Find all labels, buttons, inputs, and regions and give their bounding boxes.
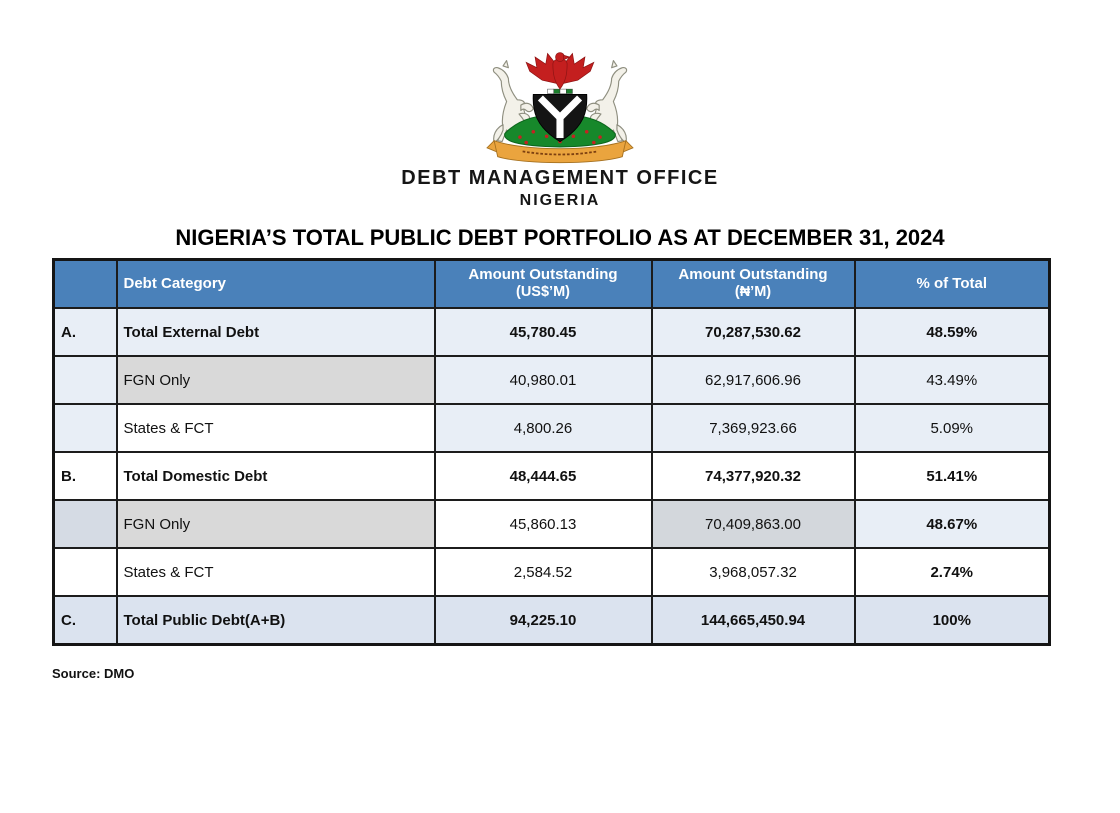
cell-pct: 2.74% (855, 548, 1050, 596)
cell-ngn: 70,409,863.00 (652, 500, 855, 548)
header-empty (54, 260, 117, 309)
cell-letter (54, 404, 117, 452)
cell-usd: 48,444.65 (435, 452, 652, 500)
cell-letter (54, 548, 117, 596)
cell-letter: B. (54, 452, 117, 500)
cell-ngn: 144,665,450.94 (652, 596, 855, 645)
debt-portfolio-table (52, 258, 1051, 646)
cell-category: FGN Only (117, 356, 435, 404)
table-header-row (54, 260, 1050, 309)
row-total-external-debt (54, 308, 1050, 356)
red-eagle (526, 53, 594, 89)
cell-category: Total Public Debt(A+B) (117, 596, 435, 645)
header-amount-ngn: Amount Outstanding (₦’M) (652, 260, 855, 309)
cell-letter (54, 500, 117, 548)
row-total-public-debt (54, 596, 1050, 645)
cell-ngn: 74,377,920.32 (652, 452, 855, 500)
cell-pct: 48.59% (855, 308, 1050, 356)
cell-category: Total Domestic Debt (117, 452, 435, 500)
source-note: Source: DMO (52, 666, 135, 681)
cell-usd: 4,800.26 (435, 404, 652, 452)
cell-ngn: 3,968,057.32 (652, 548, 855, 596)
letterhead (0, 48, 1120, 210)
cell-pct: 43.49% (855, 356, 1050, 404)
cell-category: States & FCT (117, 548, 435, 596)
page-title: NIGERIA’S TOTAL PUBLIC DEBT PORTFOLIO AS AT DECEMBER 31, 2024 (175, 225, 945, 250)
cell-category: States & FCT (117, 404, 435, 452)
cell-category: FGN Only (117, 500, 435, 548)
row-states-fct-external (54, 404, 1050, 452)
row-fgn-only-domestic (54, 500, 1050, 548)
torse (548, 89, 573, 93)
nigeria-coat-of-arms-icon (471, 48, 649, 164)
cell-ngn: 62,917,606.96 (652, 356, 855, 404)
row-fgn-only-external (54, 356, 1050, 404)
cell-usd: 94,225.10 (435, 596, 652, 645)
row-total-domestic-debt (54, 452, 1050, 500)
cell-usd: 40,980.01 (435, 356, 652, 404)
header-debt-category: Debt Category (117, 260, 435, 309)
org-name: DEBT MANAGEMENT OFFICE (401, 167, 719, 189)
cell-letter: A. (54, 308, 117, 356)
cell-letter: C. (54, 596, 117, 645)
header-amount-usd: Amount Outstanding (US$’M) (435, 260, 652, 309)
cell-usd: 2,584.52 (435, 548, 652, 596)
cell-usd: 45,860.13 (435, 500, 652, 548)
cell-pct: 51.41% (855, 452, 1050, 500)
cell-category: Total External Debt (117, 308, 435, 356)
cell-ngn: 70,287,530.62 (652, 308, 855, 356)
cell-usd: 45,780.45 (435, 308, 652, 356)
row-states-fct-domestic (54, 548, 1050, 596)
cell-letter (54, 356, 117, 404)
org-country: NIGERIA (519, 192, 601, 209)
cell-ngn: 7,369,923.66 (652, 404, 855, 452)
cell-pct: 48.67% (855, 500, 1050, 548)
cell-pct: 100% (855, 596, 1050, 645)
cell-pct: 5.09% (855, 404, 1050, 452)
header-pct-of-total: % of Total (855, 260, 1050, 309)
